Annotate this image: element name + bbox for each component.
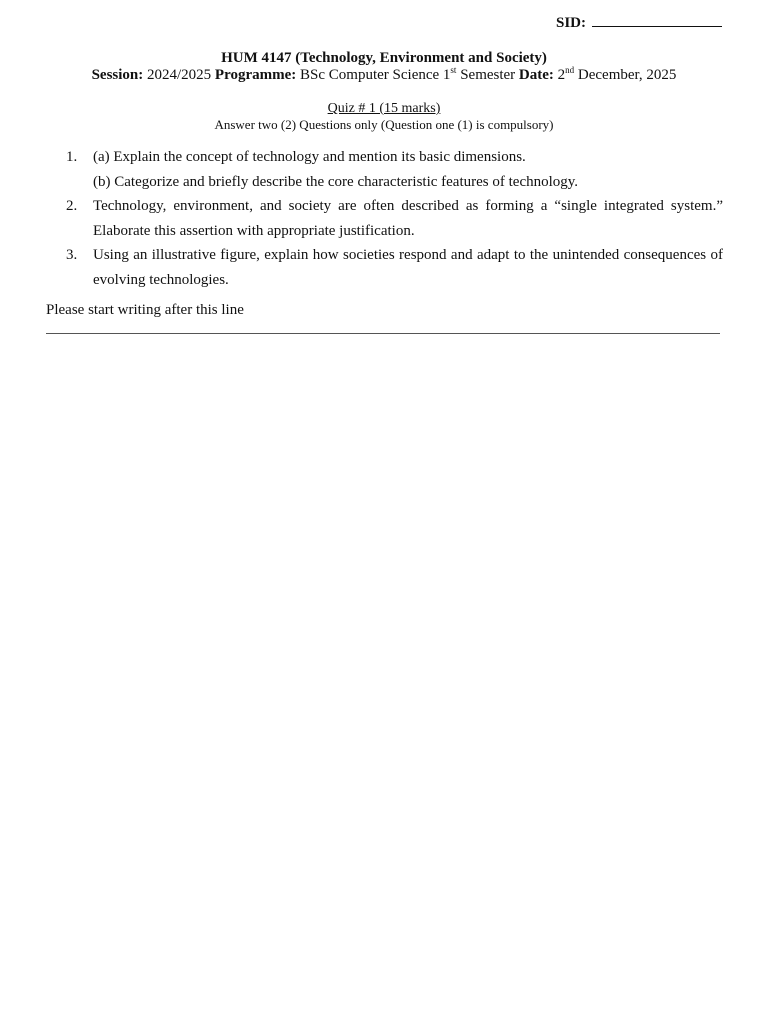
quiz-title: Quiz # 1 (15 marks): [327, 101, 441, 116]
answer-divider-line: [46, 333, 720, 334]
date-day: 2: [557, 67, 566, 83]
course-title: HUM 4147 (Technology, Environment and Society): [221, 50, 547, 66]
question-list: [66, 145, 723, 292]
question-1-part-b: (b) Categorize and briefly describe the core characteristic features of technology.: [93, 173, 579, 190]
date-rest: December, 2025: [574, 67, 677, 83]
question-number: 3.: [66, 247, 78, 263]
date-ordinal: nd: [565, 65, 575, 75]
question-1-part-a: (a) Explain the concept of technology and mention its basic dimensions.: [93, 149, 526, 165]
programme-name: BSc Computer Science 1: [300, 67, 451, 83]
session-info: [0, 67, 768, 84]
question-text: Using an illustrative figure, explain how societies respond and adapt to the unintended consequences of evolving technologies.: [93, 247, 723, 288]
date-label: Date:: [518, 67, 554, 83]
sid-field: [556, 15, 722, 32]
answer-start-instruction: Please start writing after this line: [46, 302, 244, 318]
quiz-instructions: Answer two (2) Questions only (Question one (1) is compulsory): [214, 117, 554, 132]
question-number: 1.: [66, 149, 78, 165]
question-text: Technology, environment, and society are often described as forming a “single integrated system.” Elaborate this assertion with appropriate justification.: [93, 198, 723, 239]
programme-semester: Semester: [456, 67, 516, 83]
programme-value: [300, 67, 515, 83]
question-body: [93, 145, 723, 170]
session-value: 2024/2025: [147, 67, 212, 83]
question-1: [66, 145, 723, 170]
question-number: 2.: [66, 198, 78, 214]
date-value: [558, 67, 677, 83]
programme-label: Programme:: [214, 67, 297, 83]
question-3: [66, 243, 723, 292]
programme-ordinal: st: [450, 65, 457, 75]
question-2: [66, 194, 723, 243]
session-label: Session:: [91, 67, 144, 83]
sid-blank-line: [592, 25, 722, 27]
sid-label: SID:: [555, 15, 586, 31]
